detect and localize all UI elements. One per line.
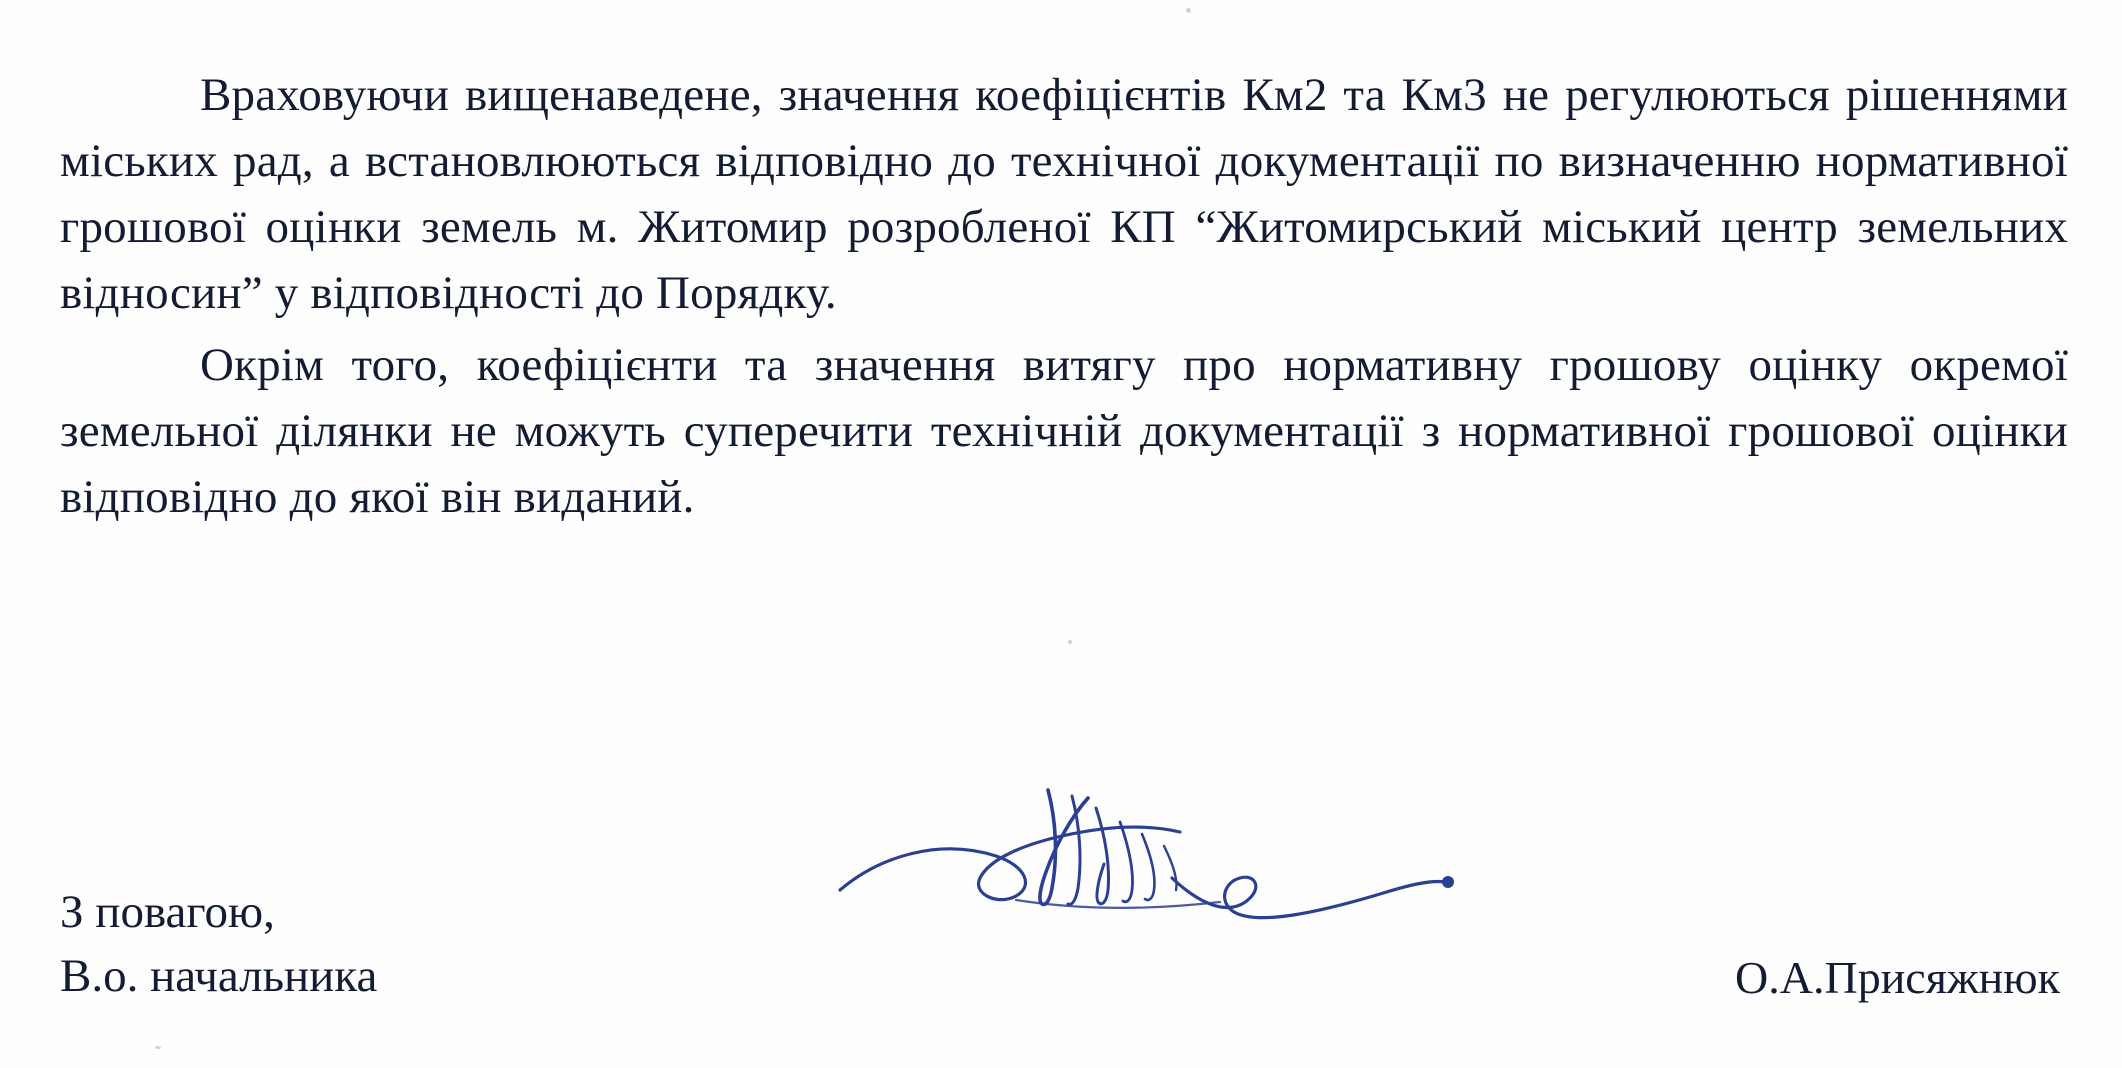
- signer-name: О.А.Присяжнюк: [1735, 952, 2060, 1003]
- signature-left-lines: [60, 880, 377, 1008]
- position-line: В.о. начальника: [60, 950, 378, 1002]
- closing-line: З повагою,: [60, 886, 275, 938]
- paper-speck: [1186, 8, 1191, 13]
- signature-block: [60, 880, 2068, 1030]
- paragraph-2: Окрім того, коефіцієнти та значення витягу про нормативну грошову оцінку окремої земельної ділянки не можуть суперечити технічній документації з нормативної грошової оцінки відповідно до якої він виданий.: [60, 339, 2068, 523]
- paragraph-1: Враховуючи вищенаведене, значення коефіцієнтів Км2 та Км3 не регулюються рішеннями міських рад, а встановлюються відповідно до технічної документації по визначенню нормативної грошової оцінки земель м. Житомир розробленої КП “Житомирський міський центр земельних відносин” у відповідності до Порядку.: [60, 69, 2068, 319]
- paper-speck: [1068, 640, 1072, 644]
- paper-speck: [155, 1046, 161, 1049]
- document-body: [60, 62, 2068, 530]
